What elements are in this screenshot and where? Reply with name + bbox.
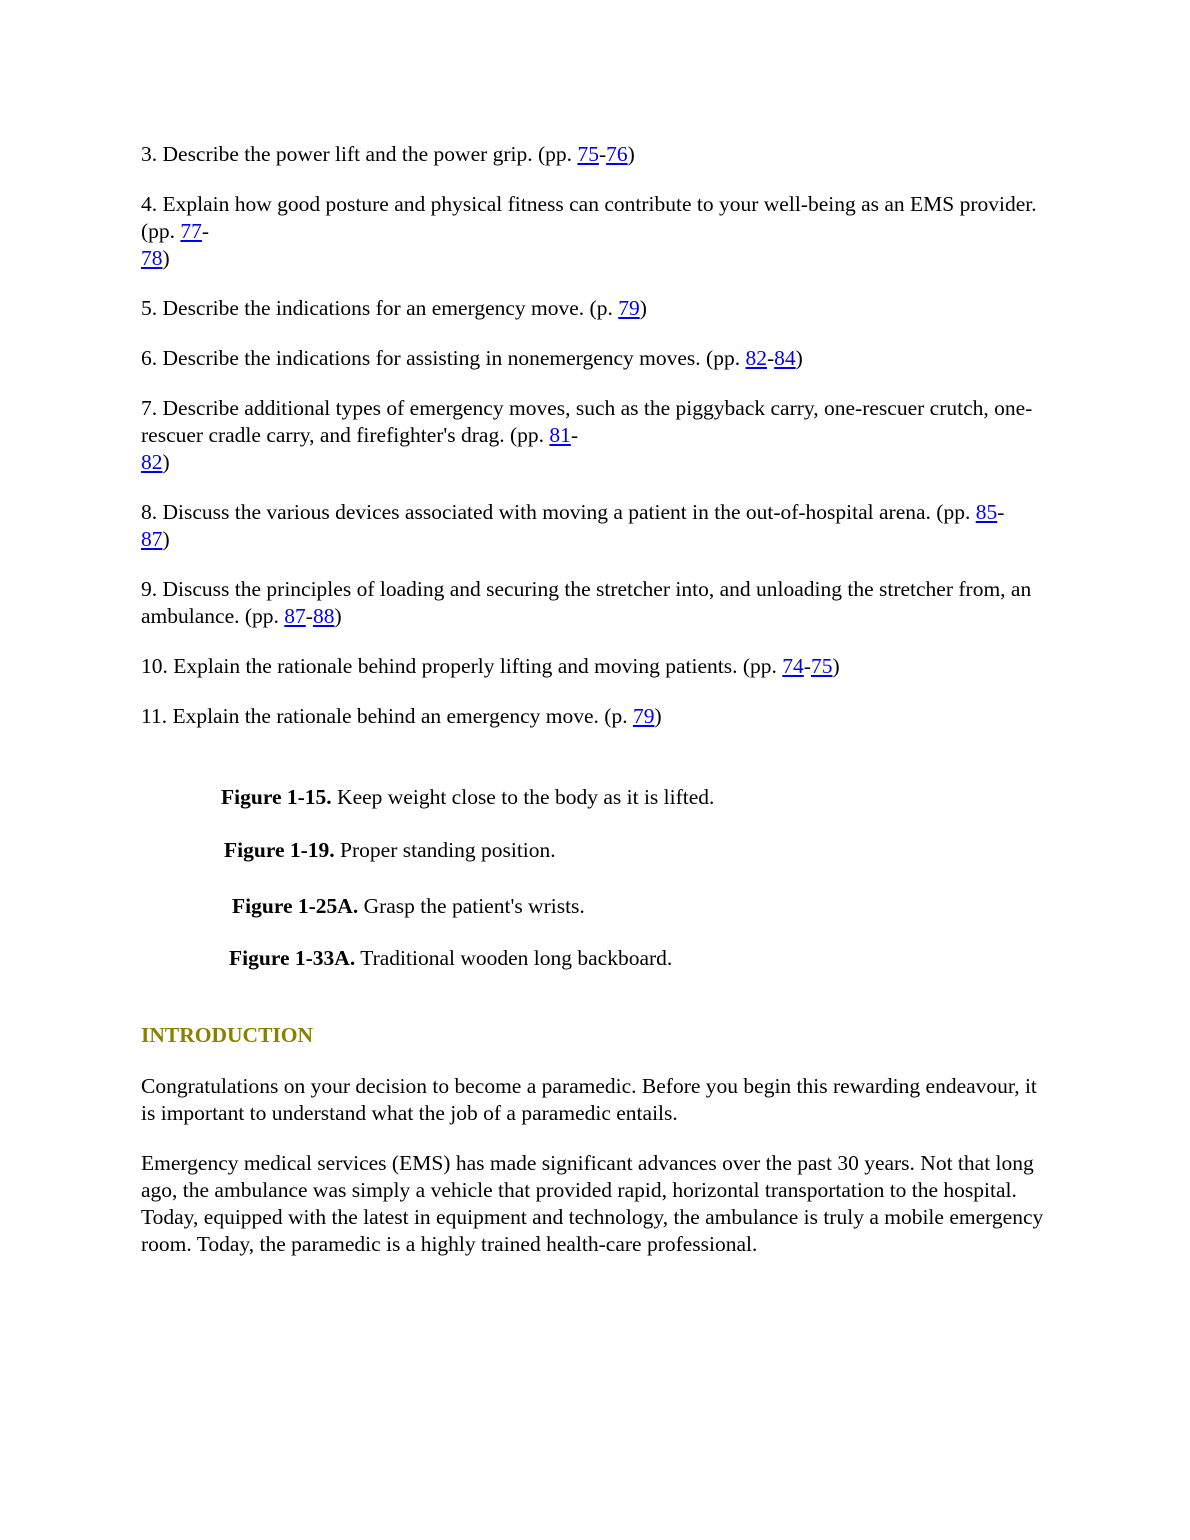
- page-link[interactable]: 78: [141, 246, 163, 270]
- figure-label: Figure 1-33A.: [229, 946, 356, 970]
- range-separator: -: [803, 654, 811, 678]
- objective-9: [141, 576, 1051, 630]
- close-paren: ): [334, 604, 342, 628]
- page-link[interactable]: 88: [312, 604, 335, 628]
- figure-caption-1-33a: [229, 945, 672, 972]
- figure-caption-text: Traditional wooden long backboard.: [355, 946, 673, 970]
- page-link[interactable]: 75: [810, 654, 833, 678]
- objective-10: [141, 653, 1051, 680]
- objective-text: 5. Describe the indications for an emergency move. (p.: [141, 296, 619, 320]
- figure-label: Figure 1-19.: [224, 838, 335, 862]
- objective-8: [141, 499, 1051, 553]
- range-separator: -: [570, 423, 579, 447]
- close-paren: ): [639, 296, 647, 320]
- objective-text: 10. Explain the rationale behind properly lifting and moving patients. (pp.: [141, 654, 783, 678]
- close-paren: ): [795, 346, 803, 370]
- intro-paragraph-1: Congratulations on your decision to become a paramedic. Before you begin this rewarding endeavour, it is important to understand what the job of a paramedic entails.: [141, 1074, 1037, 1125]
- page-link[interactable]: 79: [632, 704, 655, 728]
- intro-paragraph-2: Emergency medical services (EMS) has made significant advances over the past 30 years. Not that long ago, the ambulance was simply a vehicle that provided rapid, horizontal transportation to the hospital. Today, equipped with the latest in equipment and technology, the ambulance is truly a mobile emergency room. Today, the paramedic is a highly trained health-care professional.: [141, 1151, 1044, 1256]
- close-paren: ): [627, 142, 635, 166]
- objective-text: 11. Explain the rationale behind an emergency move. (p.: [141, 704, 633, 728]
- page-link[interactable]: 79: [618, 296, 640, 320]
- objective-text: 6. Describe the indications for assisting in nonemergency moves. (pp.: [141, 346, 746, 370]
- objective-3: [141, 141, 1051, 168]
- close-paren: ): [162, 246, 170, 270]
- section-heading-introduction: INTRODUCTION: [141, 1023, 314, 1047]
- range-separator: -: [305, 604, 313, 628]
- page-link[interactable]: 82: [745, 346, 767, 370]
- page-link[interactable]: 87: [141, 527, 163, 551]
- figure-label: Figure 1-25A.: [232, 894, 359, 918]
- range-separator: -: [201, 219, 210, 243]
- figure-caption-text: Proper standing position.: [334, 838, 556, 862]
- figure-caption-text: Grasp the patient's wrists.: [358, 894, 585, 918]
- figure-caption-1-25a: [232, 893, 585, 920]
- objective-text: 9. Discuss the principles of loading and securing the stretcher into, and unloading the stretcher from, an ambulance. (pp.: [141, 577, 1032, 628]
- range-separator: -: [997, 500, 1005, 524]
- range-separator: -: [766, 346, 775, 370]
- objective-text: 3. Describe the power lift and the power grip. (pp.: [141, 142, 578, 166]
- objective-text: 7. Describe additional types of emergency moves, such as the piggyback carry, one-rescuer crutch, one-rescuer cradle carry, and firefighter's drag. (pp.: [141, 396, 1033, 447]
- objective-text: 8. Discuss the various devices associated with moving a patient in the out-of-hospital arena. (pp.: [141, 500, 976, 524]
- page-link[interactable]: 84: [774, 346, 796, 370]
- close-paren: ): [832, 654, 840, 678]
- figure-caption-text: Keep weight close to the body as it is lifted.: [331, 785, 715, 809]
- close-paren: ): [162, 450, 170, 474]
- range-separator: -: [598, 142, 607, 166]
- close-paren: ): [162, 527, 170, 551]
- objective-6: [141, 345, 1051, 372]
- page-link[interactable]: 76: [606, 142, 628, 166]
- page-link[interactable]: 77: [180, 219, 202, 243]
- objective-11: [141, 703, 1051, 730]
- page-link[interactable]: 87: [284, 604, 306, 628]
- objective-4: [141, 191, 1051, 272]
- page-link[interactable]: 82: [141, 450, 163, 474]
- objective-7: [141, 395, 1051, 476]
- objectives-list: [141, 141, 1051, 753]
- page-link[interactable]: 74: [782, 654, 804, 678]
- figure-caption-1-19: [224, 837, 556, 864]
- page-link[interactable]: 85: [975, 500, 998, 524]
- page-link[interactable]: 75: [577, 142, 599, 166]
- close-paren: ): [654, 704, 662, 728]
- page-link[interactable]: 81: [549, 423, 571, 447]
- objective-5: [141, 295, 1051, 322]
- figure-label: Figure 1-15.: [221, 785, 332, 809]
- figure-caption-1-15: [221, 784, 714, 811]
- objective-text: 4. Explain how good posture and physical fitness can contribute to your well-being as an EMS provider. (pp.: [141, 192, 1037, 243]
